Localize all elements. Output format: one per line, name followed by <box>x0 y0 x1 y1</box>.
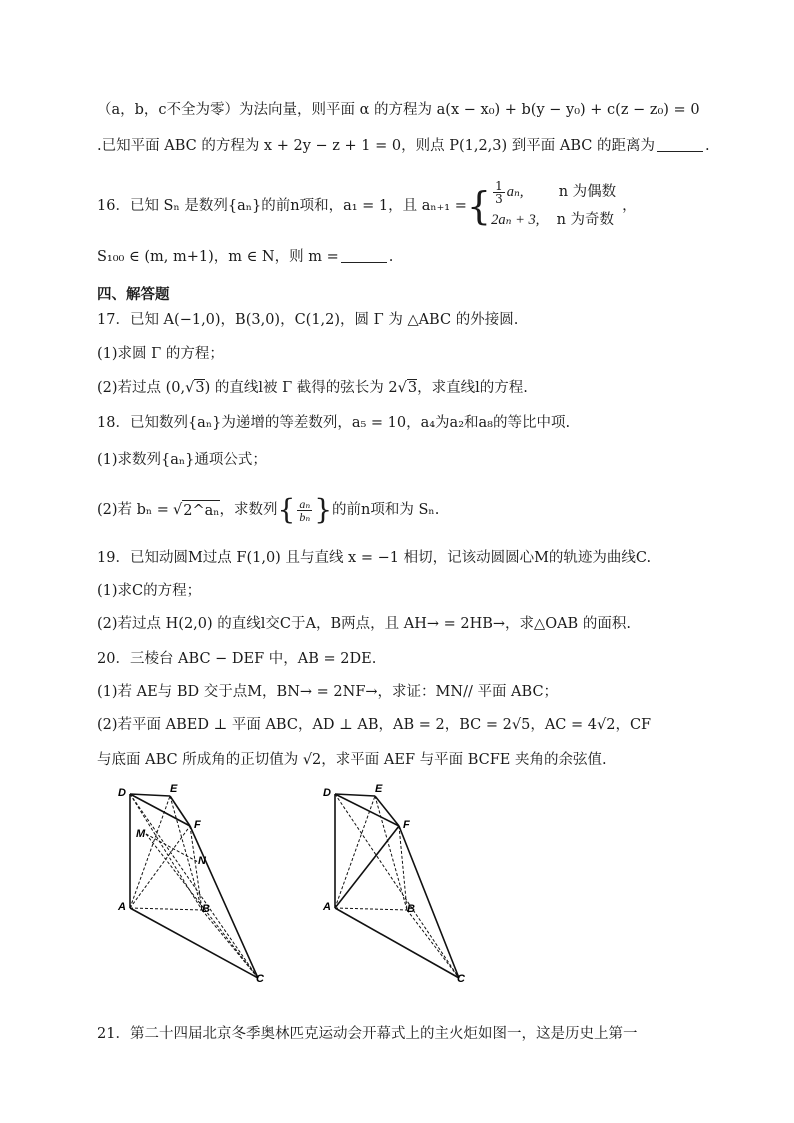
label-E: E <box>375 783 383 795</box>
label-A: A <box>323 901 331 913</box>
q20-part2-line2: 与底面 ABC 所成角的正切值为 √2，求平面 AEF 与平面 BCFE 夹角的余弦值. <box>97 752 607 768</box>
q19-part2: (2)若过点 H(2,0) 的直线l交C于A，B两点，且 AH→ = 2HB→，求△OAB 的面积. <box>97 616 631 632</box>
p15-line2-suffix: . <box>704 138 710 154</box>
frustum-figure-right <box>315 782 495 987</box>
label-B: B <box>202 903 210 915</box>
q18-p2-b: ，求数列 <box>219 502 278 518</box>
edge-AC <box>130 908 258 978</box>
p16-line2-text: S₁₀₀ ∈ (m, m+1)，m ∈ N，则 m = <box>97 249 339 265</box>
sqrt-radicand: 3 <box>195 380 205 396</box>
edge-EB <box>375 796 407 910</box>
sqrt-sign: √ <box>172 502 183 518</box>
label-N: N <box>198 855 206 867</box>
edge-EB <box>170 796 202 910</box>
q20-stem: 20．三棱台 ABC − DEF 中，AB = 2DE. <box>97 651 377 667</box>
q18-stem: 18．已知数列{aₙ}为递增的等差数列，a₅ = 10，a₄为a₂和a₈的等比中项. <box>97 415 571 431</box>
q18-p2-a: (2)若 bₙ = <box>97 502 169 518</box>
q17-part1: (1)求圆 Γ 的方程； <box>97 346 224 362</box>
section-heading: 四、解答题 <box>97 287 170 303</box>
case-1-expr: aₙ, <box>506 184 524 200</box>
label-D: D <box>323 787 331 799</box>
edge-DE <box>335 794 375 796</box>
line-MN <box>146 834 198 862</box>
brace-left: { <box>277 493 296 526</box>
brace-right: } <box>314 493 333 526</box>
label-A: A <box>118 901 126 913</box>
p16-prefix: 16．已知 Sₙ 是数列{aₙ}的前n项和，a₁ = 1，且 aₙ₊₁ = <box>97 198 467 214</box>
edge-AC <box>335 908 459 978</box>
label-F: F <box>194 819 201 831</box>
frac-num: 1 <box>495 178 503 193</box>
label-M: M <box>136 828 146 840</box>
label-E: E <box>170 783 178 795</box>
label-C: C <box>256 973 264 985</box>
edge-BC <box>407 910 459 978</box>
q21-stem: 21．第二十四届北京冬季奥林匹克运动会开幕式上的主火炬如图一，这是历史上第一 <box>97 1026 638 1042</box>
edge-DF <box>130 794 190 826</box>
frac-num: aₙ <box>299 496 311 511</box>
frac-den: 3 <box>495 191 503 206</box>
label-D: D <box>118 787 126 799</box>
edge-AF <box>335 826 399 908</box>
p15-line2-text: .已知平面 ABC 的方程为 x + 2y − z + 1 = 0，则点 P(1,2,3) 到平面 ABC 的距离为 <box>97 138 655 154</box>
sqrt-sign: √ <box>185 380 195 396</box>
p15-line2 <box>97 136 710 156</box>
frustum-figure-left <box>110 782 290 987</box>
case-1 <box>491 178 616 206</box>
q19-part1: (1)求C的方程； <box>97 583 202 599</box>
sqrt-radicand: 3 <box>407 380 418 396</box>
q17-p2-a: (2)若过点 (0, <box>97 380 186 396</box>
sqrt-sign: √ <box>397 380 407 396</box>
sqrt-radicand: 2^aₙ <box>182 500 219 521</box>
fraction-one-third <box>493 180 505 205</box>
edge-EF <box>375 796 399 826</box>
label-B: B <box>407 903 415 915</box>
edge-AB <box>335 908 407 910</box>
edge-DE <box>130 794 170 796</box>
p16-line2-suffix: . <box>388 249 394 265</box>
answer-blank <box>341 248 387 263</box>
case-2-expr: 2aₙ + 3, <box>491 212 540 228</box>
q19-stem: 19．已知动圆M过点 F(1,0) 且与直线 x = −1 相切，记该动圆圆心M的轨迹为曲线C. <box>97 550 652 566</box>
edge-BC <box>202 910 258 978</box>
case-1-cond: n 为偶数 <box>558 184 617 200</box>
q20-part2-line1: (2)若平面 ABED ⊥ 平面 ABC，AD ⊥ AB，AB = 2，BC = 2√5，AC = 4√2，CF <box>97 717 652 733</box>
answer-blank <box>657 137 703 152</box>
p16-line1 <box>97 176 637 236</box>
case-2 <box>491 206 616 234</box>
edge-AB <box>130 908 202 910</box>
line-DB <box>130 794 202 910</box>
line-AE <box>130 796 170 908</box>
q18-p2-c: 的前n项和为 Sₙ. <box>332 502 440 518</box>
q17-stem: 17．已知 A(−1,0)，B(3,0)，C(1,2)，圆 Γ 为 △ABC 的外接圆. <box>97 312 519 328</box>
q20-part1: (1)若 AE与 BD 交于点M，BN→ = 2NF→，求证：MN// 平面 ABC； <box>97 684 559 700</box>
q17-part2 <box>97 378 528 398</box>
q18-part1: (1)求数列{aₙ}通项公式； <box>97 452 267 468</box>
line-AE <box>335 796 375 908</box>
frac-den: bₙ <box>299 509 311 524</box>
p16-line2 <box>97 247 393 267</box>
label-C: C <box>457 973 465 985</box>
label-F: F <box>403 819 410 831</box>
q17-p2-b: ) 的直线l被 Γ 截得的弦长为 2 <box>204 380 398 396</box>
fraction-a-over-b <box>297 498 312 523</box>
piecewise-cases <box>491 178 616 234</box>
q18-part2 <box>97 490 439 530</box>
q17-p2-c: ，求直线l的方程. <box>417 380 528 396</box>
p16-tail: ， <box>622 198 637 214</box>
edge-DF <box>335 794 399 826</box>
line-DC <box>335 794 459 978</box>
piecewise-brace: { <box>466 184 492 228</box>
p15-line1: （a，b，c不全为零）为法向量，则平面 α 的方程为 a(x − x₀) + b(y − y₀) + c(z − z₀) = 0 <box>97 102 700 118</box>
case-2-cond: n 为奇数 <box>556 212 615 228</box>
